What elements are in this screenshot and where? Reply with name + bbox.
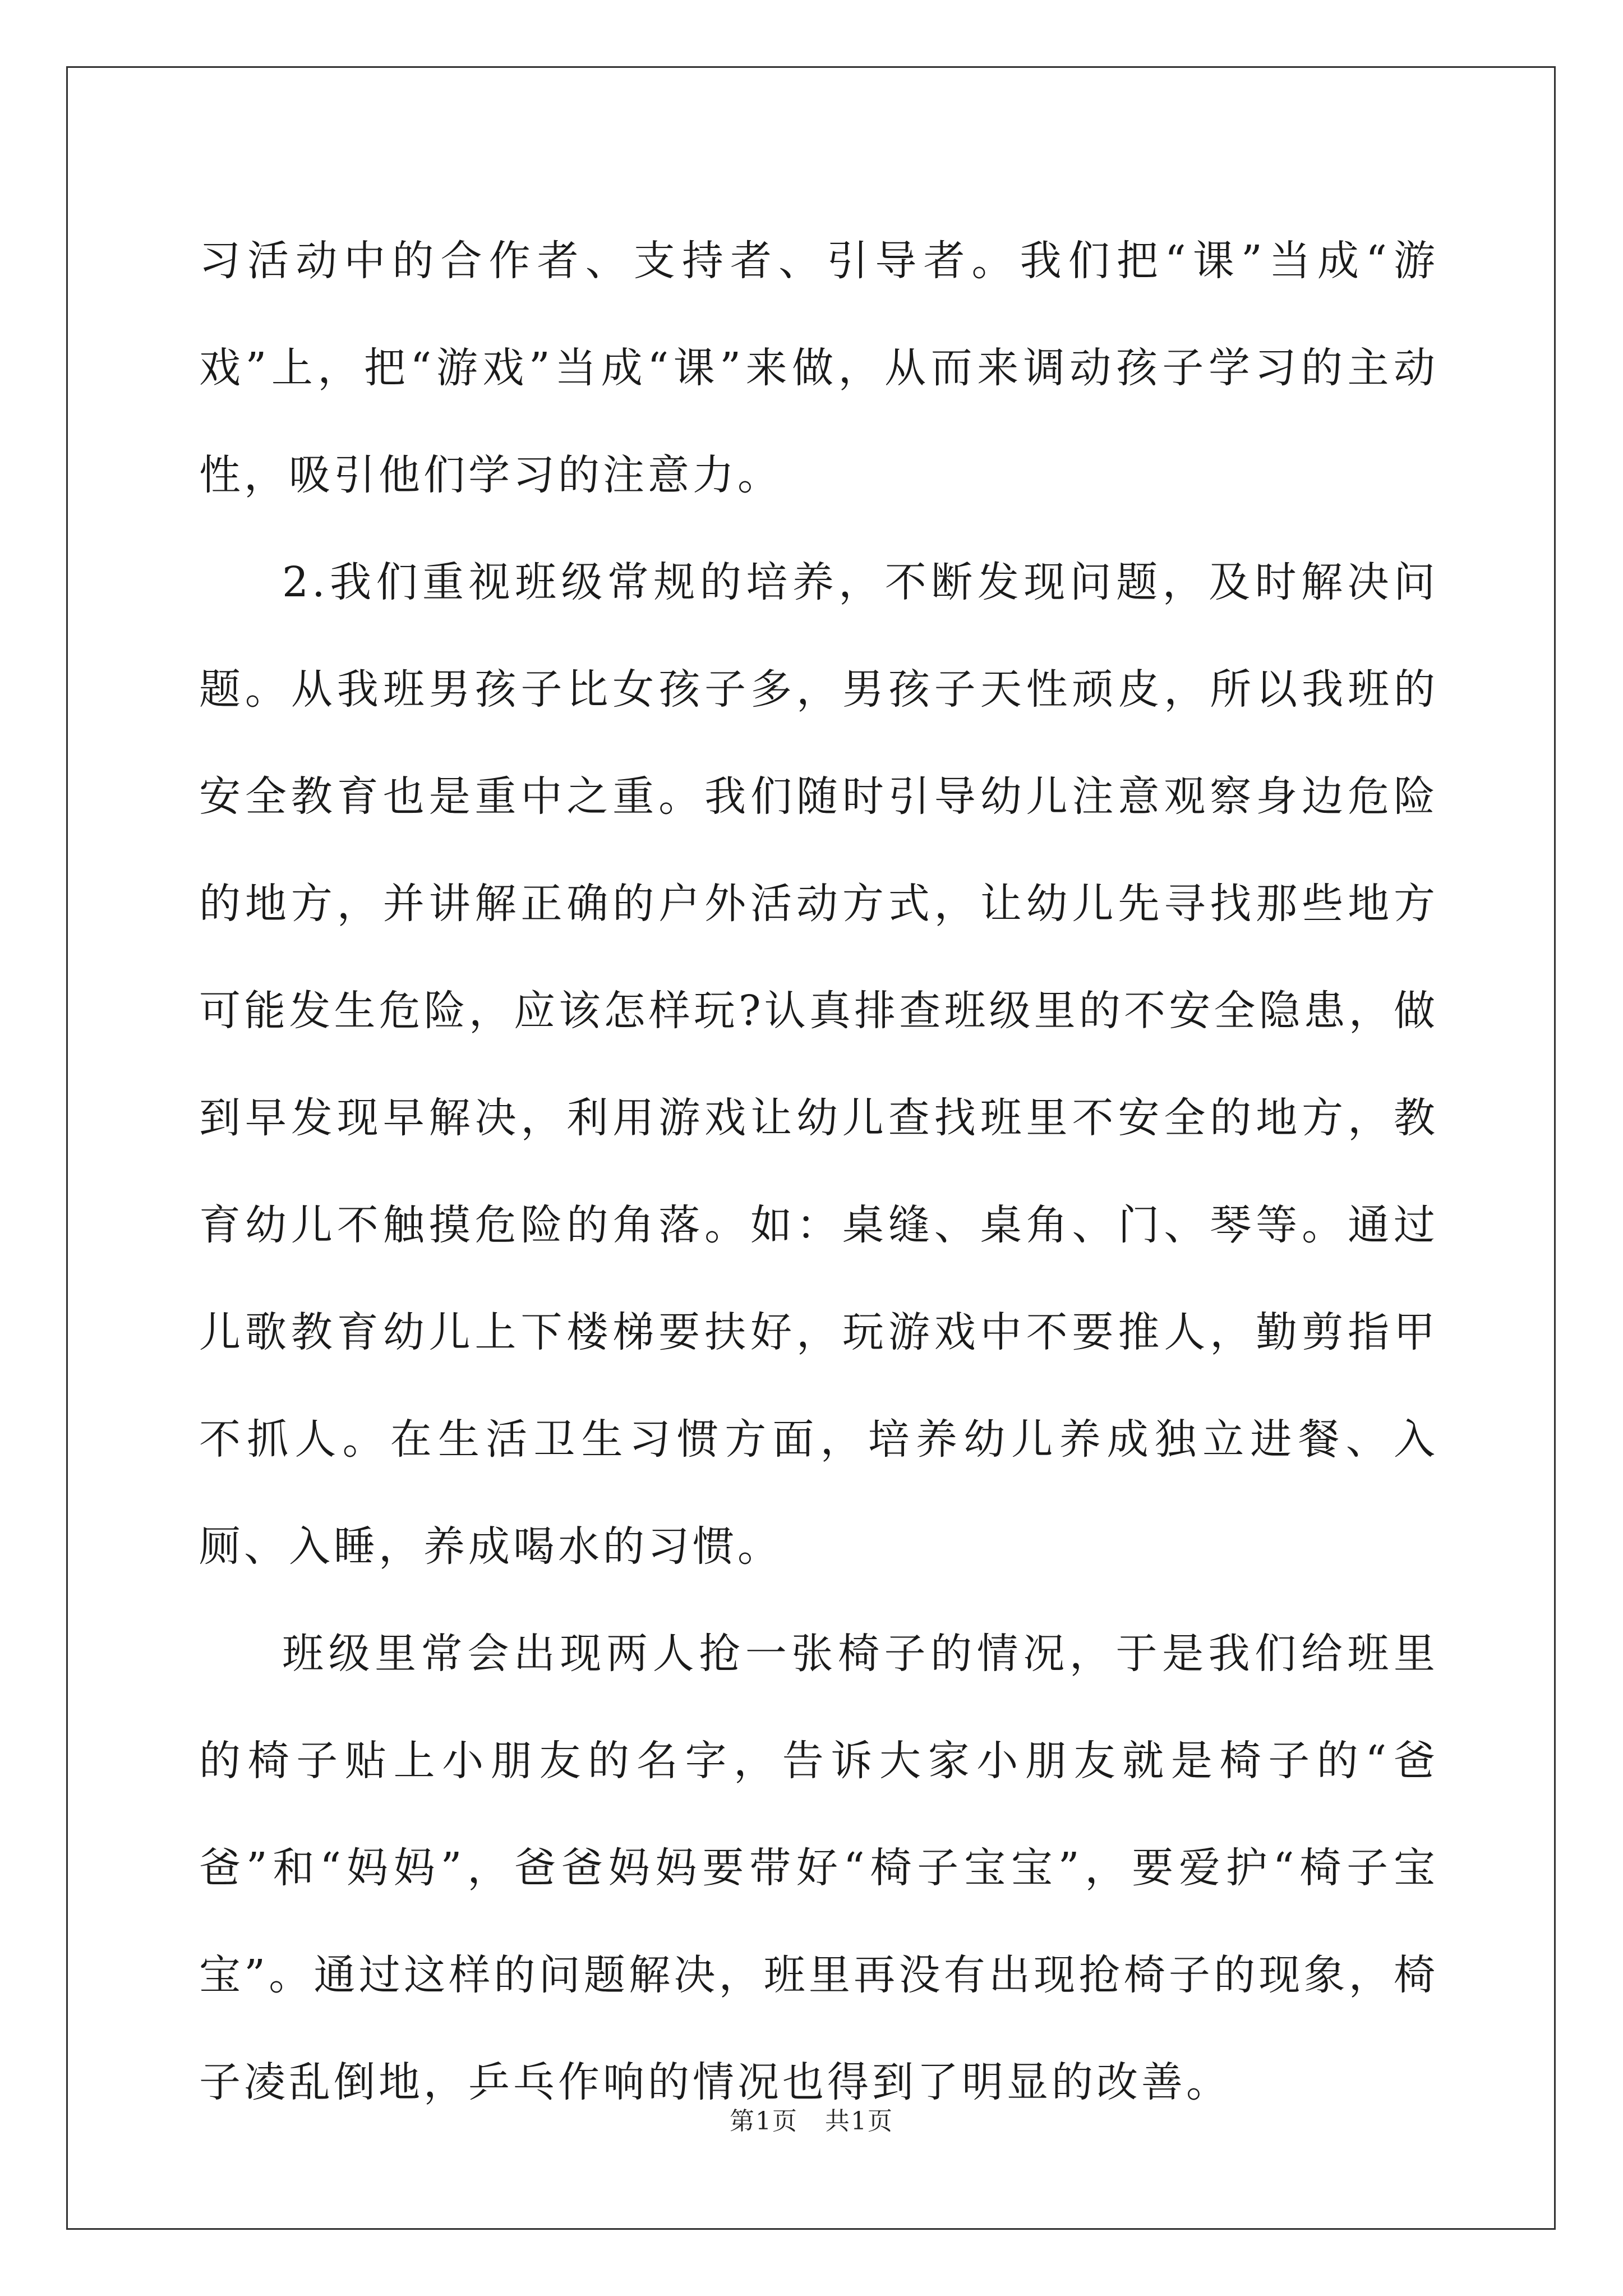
page-total: 共1页: [825, 2107, 893, 2136]
page-footer: [0, 2101, 1623, 2137]
page-number: 第1页: [730, 2107, 798, 2136]
paragraph-2: 2.我们重视班级常规的培养，不断发现问题，及时解决问题。从我班男孩子比女孩子多，男孩子天性顽皮，所以我班的安全教育也是重中之重。我们随时引导幼儿注意观察身边危险的地方，并讲解正确的户外活动方式，让幼儿先寻找那些地方可能发生危险，应该怎样玩?认真排查班级里的不安全隐患，做到早发现早解决，利用游戏让幼儿查找班里不安全的地方，教育幼儿不触摸危险的角落。如：桌缝、桌角、门、琴等。通过儿歌教育幼儿上下楼梯要扶好，玩游戏中不要推人，勤剪指甲不抓人。在生活卫生习惯方面，培养幼儿养成独立进餐、入厕、入睡，养成喝水的习惯。: [199, 558, 1438, 1571]
paragraph-1: 习活动中的合作者、支持者、引导者。我们把“课”当成“游戏”上，把“游戏”当成“课”来做，从而来调动孩子学习的主动性，吸引他们学习的注意力。: [199, 237, 1438, 499]
document-body: [199, 208, 1438, 2136]
paragraph-3: 班级里常会出现两人抢一张椅子的情况，于是我们给班里的椅子贴上小朋友的名字，告诉大家小朋友就是椅子的“爸爸”和“妈妈”，爸爸妈妈要带好“椅子宝宝”，要爱护“椅子宝宝”。通过这样的问题解决，班里再没有出现抢椅子的现象，椅子凌乱倒地，乒乓作响的情况也得到了明显的改善。: [199, 1630, 1438, 2106]
